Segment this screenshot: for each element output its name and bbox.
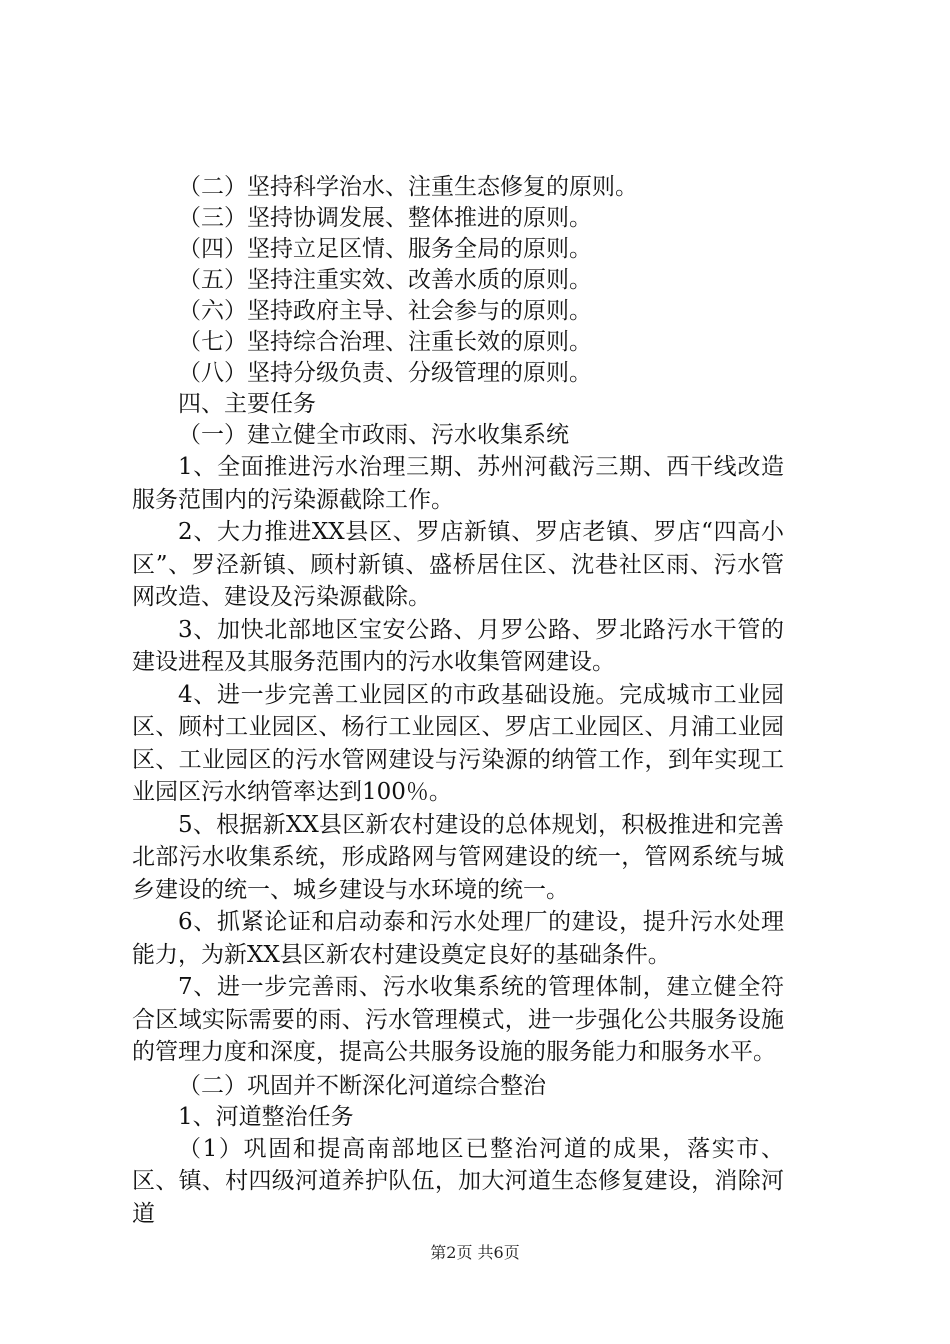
page-footer: 第2页 共6页	[430, 1243, 520, 1262]
paragraph-river-1: （1）巩固和提高南部地区已整治河道的成果，落实市、区、镇、村四级河道养护队伍，加大河道生态修复建设，消除河道	[132, 1135, 784, 1227]
principle-7: （七）坚持综合治理、注重长效的原则。	[178, 329, 592, 355]
paragraph-task-6: 6、抓紧论证和启动泰和污水处理厂的建设，提升污水处理能力，为新XX县区新农村建设奠定良好的基础条件。	[132, 909, 784, 968]
principle-3: （三）坚持协调发展、整体推进的原则。	[178, 205, 592, 231]
principle-4: （四）坚持立足区情、服务全局的原则。	[178, 236, 592, 262]
principle-8: （八）坚持分级负责、分级管理的原则。	[178, 360, 592, 386]
paragraph-task-7: 7、进一步完善雨、污水收集系统的管理体制，建立健全符合区域实际需要的雨、污水管理模式，进一步强化公共服务设施的管理力度和深度，提高公共服务设施的服务能力和服务水平。	[132, 974, 784, 1065]
paragraph-task-5: 5、根据新XX县区新农村建设的总体规划，积极推进和完善北部污水收集系统，形成路网与管网建设的统一，管网系统与城乡建设的统一、城乡建设与水环境的统一。	[132, 811, 784, 903]
principle-6: （六）坚持政府主导、社会参与的原则。	[178, 298, 592, 324]
document-body	[132, 172, 838, 1230]
section-heading-main-tasks: 四、主要任务	[178, 391, 316, 417]
subsection-heading-2: （二）巩固并不断深化河道综合整治	[178, 1072, 546, 1099]
paragraph-task-3: 3、加快北部地区宝安公路、月罗公路、罗北路污水干管的建设进程及其服务范围内的污水收集管网建设。	[132, 616, 784, 675]
paragraph-task-4: 4、进一步完善工业园区的市政基础设施。完成城市工业园区、顾村工业园区、杨行工业园区、罗店工业园区、月浦工业园区、工业园区的污水管网建设与污染源的纳管工作，到年实现工业园区污水纳管率达到100％。	[132, 681, 784, 805]
paragraph-task-1: 1、全面推进污水治理三期、苏州河截污三期、西干线改造服务范围内的污染源截除工作。	[132, 454, 784, 513]
subsection-item-1: 1、河道整治任务	[178, 1103, 354, 1130]
paragraph-task-2: 2、大力推进XX县区、罗店新镇、罗店老镇、罗店“四高小区”、罗泾新镇、顾村新镇、盛桥居住区、沈巷社区雨、污水管网改造、建设及污染源截除。	[132, 519, 784, 610]
subsection-heading-1: （一）建立健全市政雨、污水收集系统	[178, 422, 569, 448]
principle-5: （五）坚持注重实效、改善水质的原则。	[178, 267, 592, 293]
principle-2: （二）坚持科学治水、注重生态修复的原则。	[178, 174, 638, 200]
